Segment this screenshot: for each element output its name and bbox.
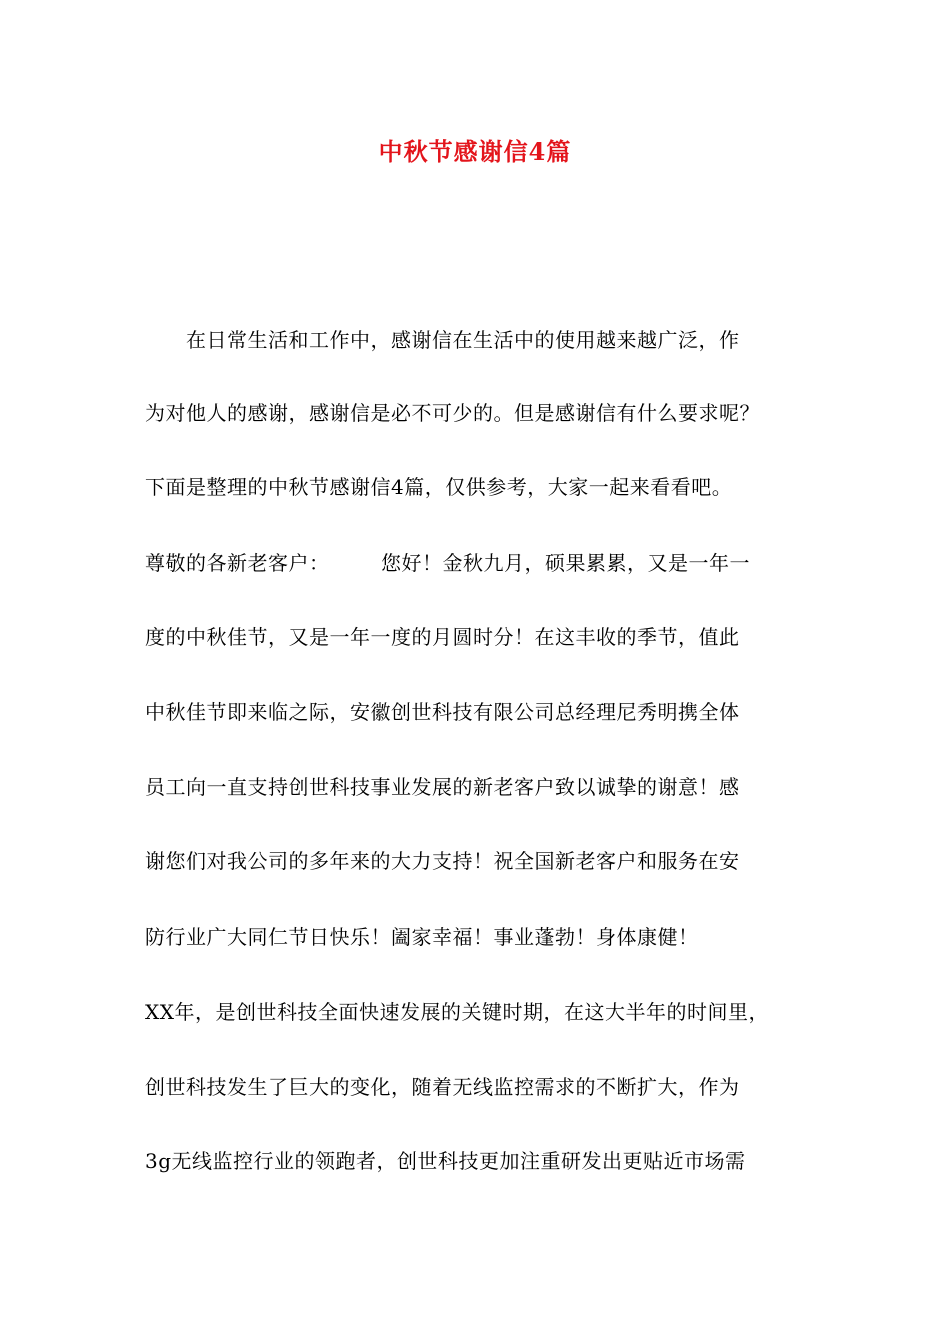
- body-line-6: 中秋佳节即来临之际，安徽创世科技有限公司总经理尼秀明携全体: [145, 700, 740, 724]
- body-line-8: 谢您们对我公司的多年来的大力支持！祝全国新老客户和服务在安: [145, 849, 740, 873]
- document-title: 中秋节感谢信4篇: [378, 137, 572, 166]
- body-line-9: 防行业广大同仁节日快乐！阖家幸福！事业蓬勃！身体康健！: [145, 925, 699, 949]
- body-line-2: 为对他人的感谢，感谢信是必不可少的。但是感谢信有什么要求呢？: [145, 401, 760, 425]
- body-line-5: 度的中秋佳节，又是一年一度的月圆时分！在这丰收的季节，值此: [145, 625, 740, 649]
- body-line-10: XX年，是创世科技全面快速发展的关键时期，在这大半年的时间里，: [145, 1000, 769, 1024]
- body-line-11: 创世科技发生了巨大的变化，随着无线监控需求的不断扩大，作为: [145, 1075, 740, 1099]
- body-line-1: 在日常生活和工作中，感谢信在生活中的使用越来越广泛，作: [145, 328, 740, 352]
- body-line-3: 下面是整理的中秋节感谢信4篇，仅供参考，大家一起来看看吧。: [145, 475, 733, 499]
- body-line-4: 尊敬的各新老客户： 您好！金秋九月，硕果累累，又是一年一: [145, 551, 750, 575]
- body-line-7: 员工向一直支持创世科技事业发展的新老客户致以诚挚的谢意！感: [145, 775, 740, 799]
- body-line-12: 3g无线监控行业的领跑者，创世科技更加注重研发出更贴近市场需: [145, 1149, 746, 1173]
